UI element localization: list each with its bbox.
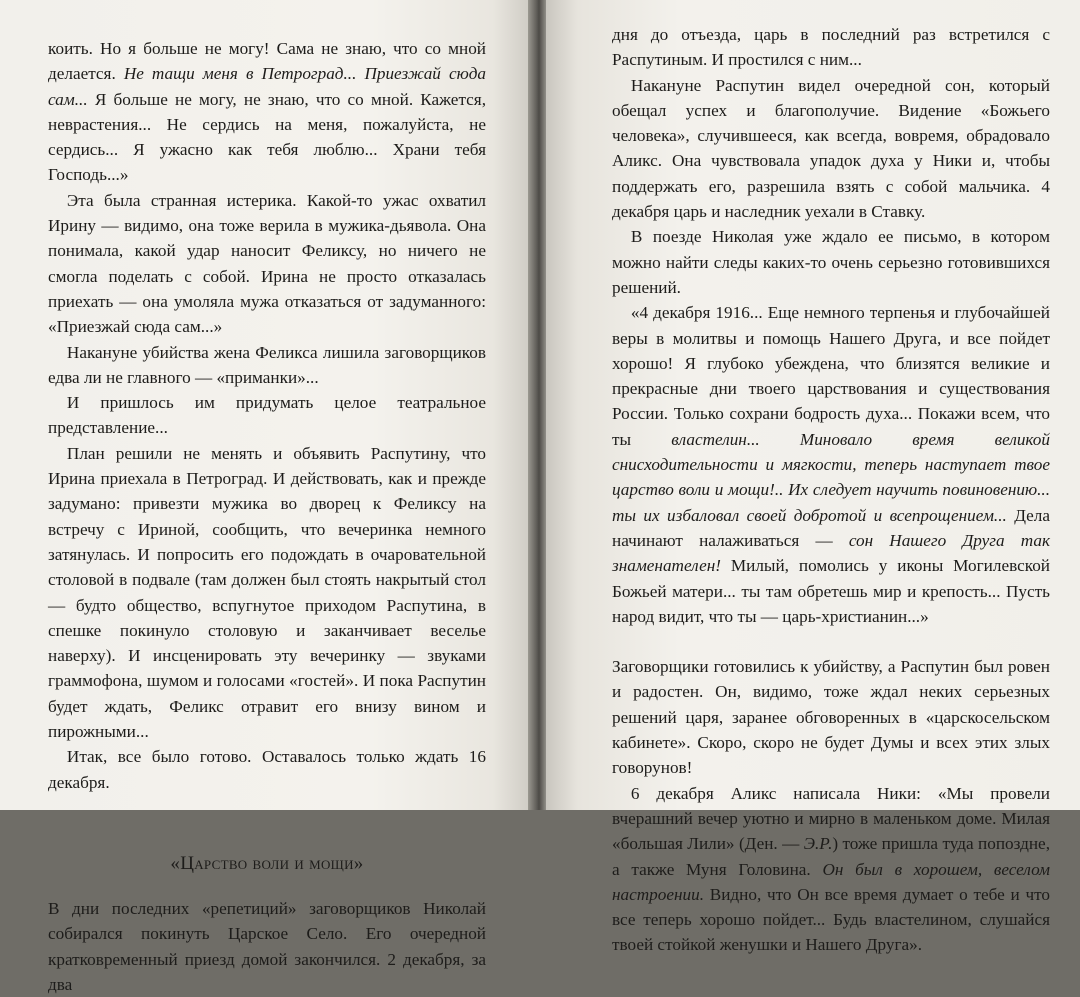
heading-first-letter: Ц bbox=[180, 852, 195, 874]
paragraph: В дни последних «репетиций» заговорщиков Николай собирался покинуть Царское Село. Его очередной кратковременный приезд домой закончился. 2 декабря, за два bbox=[48, 898, 486, 994]
italic-run: Он был в хорошем, веселом настроении. bbox=[612, 859, 1050, 904]
paragraph: Заговорщики готовились к убийству, а Распутин был ровен и радостен. Он, видимо, тоже ждал неких серьезных решений царя, заранее обговоренных в «царскосельском кабинете». Скоро, скоро не будет Думы и всех этих злых говорунов! bbox=[612, 657, 1050, 778]
italic-run: сон Нашего Друга так знаменателен! bbox=[612, 530, 1050, 576]
paragraph: План решили не менять и объявить Распутину, что Ирина приехала в Петроград. И действовать, как и прежде задумано: привезти мужика во дворец к Феликсу на встречу с Ириной, сообщить, что вечеринка немного затянулась. И попросить его подождать в очаровательной столовой в подвале (там должен был стоять накрытый стол — будто общество, вспугнутое приходом Распутина, в спешке покинуло столовую и заканчивает веселье наверху). И инсценировать эту вечеринку — звуками граммофона, шумом и голосами «гостей». И пока Распутин будет ждать, Феликс отравит его внизу вином и пирожными... bbox=[48, 443, 486, 742]
heading-quote-open: « bbox=[170, 852, 181, 874]
right-text-block bbox=[612, 22, 1050, 958]
paragraph: дня до отъезда, царь в последний раз встретился с Распутиным. И простился с ним... bbox=[612, 25, 1050, 70]
paragraph: Эта была странная истерика. Какой-то ужас охватил Ирину — видимо, она тоже верила в мужика-дьявола. Она понимала, какой удар наносит Феликсу, но ничего не смогла поделать с собой. Ирина не просто отказалась приехать — она умоляла мужа отказаться от задуманного: «Приезжай сюда сам...» bbox=[48, 190, 486, 337]
paragraph: В поезде Николая уже ждало ее письмо, в котором можно найти следы каких-то очень серьезно готовившихся решений. bbox=[612, 227, 1050, 297]
paragraph: 6 декабря Аликс написала Ники: «Мы провели вчерашний вечер уютно и мирно в маленьком доме. Милая «большая Лили» (Ден. — Э.Р.) тоже пришла туда попоздне, а также Муня Головина. Он был в хорошем, веселом настроении. Видно, что Он все время думает о тебе и что все теперь хорошо пойдет... Будь властелином, слушайся твоей стойкой женушки и Нашего Друга». bbox=[612, 783, 1050, 955]
left-text-after-heading bbox=[48, 896, 486, 997]
paragraph: Накануне убийства жена Феликса лишила заговорщиков едва ли не главного — «приманки»... bbox=[48, 342, 486, 387]
heading-quote-close: » bbox=[353, 852, 364, 874]
left-page bbox=[0, 0, 530, 994]
heading-rest: арство воли и мощи bbox=[194, 852, 354, 874]
italic-run: Э.Р. bbox=[803, 834, 833, 854]
paragraph: Накануне Распутин видел очередной сон, который обещал успех и благополучие. Видение «Божьего человека», случившееся, как всегда, вовремя, обрадовало Аликс. Она чувствовала упадок духа у Ники и, чтобы поддержать его, разрешила взять с собой мальчика. 4 декабря царь и наследник уехали в Ставку. bbox=[612, 75, 1050, 222]
paragraph: Итак, все было готово. Оставалось только ждать 16 декабря. bbox=[48, 747, 486, 792]
paragraph: «4 декабря 1916... Еще немного терпенья и глубочайшей веры в молитвы и помощь Нашего Друга, и все пойдет хорошо! Я глубоко убеждена, что близятся великие и прекрасные дни твоего царствования и существования России. Только сохрани бодрость духа... Покажи всем, что ты властелин... Миновало время великой снисходительности и мягкости, теперь наступает твое царство воли и мощи!.. Их следует научить повиновению... ты их избаловал своей добротой и всепрощением... Дела начинают налаживаться — сон Нашего Друга так знаменателен! Милый, помолись у иконы Могилевской Божьей матери... ты там обретешь мир и крепость... Пусть народ видит, что ты — царь-христианин...» bbox=[612, 303, 1050, 626]
chapter-heading bbox=[48, 851, 486, 876]
paragraph: коить. Но я больше не могу! Сама не знаю, что со мной делается. Не тащи меня в Петроград... Приезжай сюда сам... Я больше не могу, не знаю, что со мной. Кажется, неврастения... Не сердись на меня, пожалуйста, не сердись... Я ужасно как тебя люблю... Храни тебя Господь...» bbox=[48, 39, 486, 185]
right-page bbox=[546, 0, 1080, 955]
paragraph: И пришлось им придумать целое театральное представление... bbox=[48, 393, 486, 438]
left-text-block bbox=[48, 36, 486, 795]
italic-run: властелин... Миновало время великой снисходительности и мягкости, теперь наступает твое царство воли и мощи!.. Их следует научить повиновению... ты их избаловал своей добротой и всепрощением... bbox=[612, 429, 1050, 525]
italic-run: Не тащи меня в Петроград... Приезжай сюда сам... bbox=[48, 64, 486, 109]
book-gutter bbox=[528, 0, 548, 810]
